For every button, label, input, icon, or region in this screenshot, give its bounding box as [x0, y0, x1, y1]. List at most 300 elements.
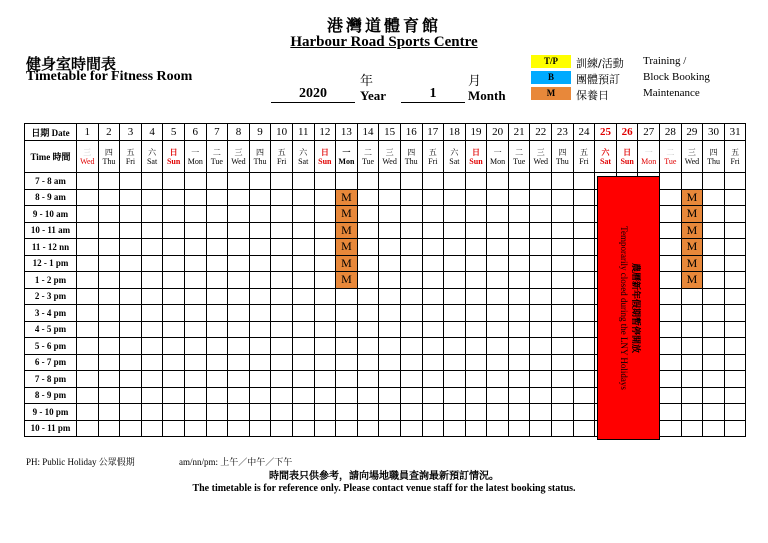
empty-slot-cell [573, 272, 595, 289]
empty-slot-cell [292, 404, 314, 421]
empty-slot-cell [77, 305, 99, 322]
empty-slot-cell [660, 173, 682, 190]
footer-disclaimer-english: The timetable is for reference only. Please contact venue staff for the latest booking status. [192, 483, 576, 494]
empty-slot-cell [487, 173, 509, 190]
empty-slot-cell [703, 387, 725, 404]
weekday-chinese: 三 [385, 147, 394, 157]
empty-slot-cell [724, 321, 746, 338]
weekday-english: Tue [513, 156, 526, 166]
empty-slot-cell [163, 338, 185, 355]
weekday-cell-11 [292, 141, 314, 173]
weekday-cell-14 [357, 141, 379, 173]
weekday-cell-1 [77, 141, 99, 173]
empty-slot-cell [508, 354, 530, 371]
empty-slot-cell [98, 371, 120, 388]
empty-slot-cell [336, 321, 358, 338]
empty-slot-cell [465, 305, 487, 322]
empty-slot-cell [681, 305, 703, 322]
empty-slot-cell [292, 255, 314, 272]
empty-slot-cell [336, 173, 358, 190]
empty-slot-cell [573, 338, 595, 355]
weekday-english: Thu [404, 156, 418, 166]
legend-code-badge: M [531, 87, 571, 100]
empty-slot-cell [573, 354, 595, 371]
empty-slot-cell [573, 255, 595, 272]
weekday-english: Wed [80, 156, 95, 166]
empty-slot-cell [379, 222, 401, 239]
empty-slot-cell [379, 404, 401, 421]
empty-slot-cell [336, 288, 358, 305]
closure-notice-chinese: 農曆新年假期暫停開放 [629, 262, 640, 353]
empty-slot-cell [487, 189, 509, 206]
weekday-cell-16 [400, 141, 422, 173]
booking-cell: M [336, 239, 358, 256]
weekday-cell-8 [228, 141, 250, 173]
empty-slot-cell [465, 173, 487, 190]
empty-slot-cell [530, 387, 552, 404]
weekday-english: Tue [210, 156, 223, 166]
weekday-english: Fri [125, 156, 136, 166]
empty-slot-cell [163, 354, 185, 371]
weekday-row [25, 141, 746, 173]
empty-slot-cell [681, 387, 703, 404]
weekday-english: Mon [338, 156, 355, 166]
empty-slot-cell [422, 420, 444, 437]
empty-slot-cell [552, 173, 574, 190]
empty-slot-cell [292, 239, 314, 256]
timetable-title-english: Timetable for Fitness Room [26, 69, 193, 84]
weekday-cell-2 [98, 141, 120, 173]
empty-slot-cell [400, 321, 422, 338]
empty-slot-cell [703, 321, 725, 338]
empty-slot-cell [379, 255, 401, 272]
empty-slot-cell [77, 239, 99, 256]
empty-slot-cell [292, 371, 314, 388]
time-slot-label: 11 - 12 nn [25, 239, 77, 256]
time-slot-label: 8 - 9 pm [25, 387, 77, 404]
empty-slot-cell [552, 272, 574, 289]
weekday-chinese: 四 [407, 147, 416, 157]
empty-slot-cell [444, 371, 466, 388]
empty-slot-cell [357, 338, 379, 355]
empty-slot-cell [508, 206, 530, 223]
booking-cell: M [336, 206, 358, 223]
weekday-cell-31 [724, 141, 746, 173]
empty-slot-cell [444, 222, 466, 239]
empty-slot-cell [552, 239, 574, 256]
empty-slot-cell [465, 420, 487, 437]
empty-slot-cell [163, 404, 185, 421]
weekday-cell-6 [184, 141, 206, 173]
empty-slot-cell [552, 338, 574, 355]
weekday-chinese: 六 [299, 147, 308, 157]
empty-slot-cell [77, 255, 99, 272]
date-cell-6: 6 [184, 124, 206, 141]
empty-slot-cell [400, 420, 422, 437]
date-cell-26: 26 [616, 124, 638, 141]
empty-slot-cell [120, 189, 142, 206]
empty-slot-cell [163, 371, 185, 388]
empty-slot-cell [552, 288, 574, 305]
date-cell-30: 30 [703, 124, 725, 141]
empty-slot-cell [163, 420, 185, 437]
empty-slot-cell [552, 222, 574, 239]
date-row [25, 124, 746, 141]
empty-slot-cell [487, 305, 509, 322]
empty-slot-cell [77, 420, 99, 437]
empty-slot-cell [228, 354, 250, 371]
date-cell-22: 22 [530, 124, 552, 141]
empty-slot-cell [660, 321, 682, 338]
empty-slot-cell [422, 354, 444, 371]
empty-slot-cell [141, 354, 163, 371]
weekday-chinese: 日 [471, 147, 480, 157]
empty-slot-cell [444, 354, 466, 371]
empty-slot-cell [508, 387, 530, 404]
empty-slot-cell [573, 288, 595, 305]
empty-slot-cell [141, 420, 163, 437]
empty-slot-cell [141, 288, 163, 305]
weekday-chinese: 四 [104, 147, 113, 157]
empty-slot-cell [530, 189, 552, 206]
empty-slot-cell [724, 288, 746, 305]
weekday-chinese: 二 [515, 147, 524, 157]
empty-slot-cell [184, 189, 206, 206]
weekday-chinese: 五 [579, 147, 588, 157]
legend-label-english: Maintenance [643, 87, 700, 99]
date-cell-7: 7 [206, 124, 228, 141]
empty-slot-cell [336, 387, 358, 404]
empty-slot-cell [163, 305, 185, 322]
empty-slot-cell [724, 189, 746, 206]
empty-slot-cell [184, 222, 206, 239]
empty-slot-cell [703, 206, 725, 223]
empty-slot-cell [724, 173, 746, 190]
empty-slot-cell [508, 305, 530, 322]
empty-slot-cell [141, 189, 163, 206]
time-slot-label: 3 - 4 pm [25, 305, 77, 322]
empty-slot-cell [120, 321, 142, 338]
empty-slot-cell [184, 387, 206, 404]
year-value: 2020 [271, 86, 355, 103]
empty-slot-cell [271, 206, 293, 223]
date-cell-27: 27 [638, 124, 660, 141]
empty-slot-cell [249, 371, 271, 388]
empty-slot-cell [141, 338, 163, 355]
empty-slot-cell [292, 272, 314, 289]
empty-slot-cell [206, 387, 228, 404]
empty-slot-cell [465, 387, 487, 404]
empty-slot-cell [206, 272, 228, 289]
booking-cell: M [336, 255, 358, 272]
weekday-english: Sun [620, 156, 634, 166]
empty-slot-cell [271, 239, 293, 256]
weekday-cell-29 [681, 141, 703, 173]
empty-slot-cell [400, 404, 422, 421]
empty-slot-cell [573, 173, 595, 190]
empty-slot-cell [120, 239, 142, 256]
empty-slot-cell [98, 288, 120, 305]
weekday-english: Thu [555, 156, 569, 166]
weekday-chinese: 五 [277, 147, 286, 157]
empty-slot-cell [120, 255, 142, 272]
empty-slot-cell [487, 222, 509, 239]
empty-slot-cell [336, 305, 358, 322]
booking-cell: M [681, 189, 703, 206]
empty-slot-cell [508, 338, 530, 355]
empty-slot-cell [357, 354, 379, 371]
empty-slot-cell [379, 354, 401, 371]
empty-slot-cell [77, 371, 99, 388]
empty-slot-cell [314, 371, 336, 388]
empty-slot-cell [487, 371, 509, 388]
empty-slot-cell [163, 321, 185, 338]
empty-slot-cell [379, 387, 401, 404]
weekday-chinese: 三 [687, 147, 696, 157]
empty-slot-cell [292, 321, 314, 338]
empty-slot-cell [292, 173, 314, 190]
empty-slot-cell [508, 371, 530, 388]
empty-slot-cell [487, 404, 509, 421]
empty-slot-cell [508, 255, 530, 272]
weekday-cell-21 [508, 141, 530, 173]
empty-slot-cell [184, 338, 206, 355]
weekday-cell-5 [163, 141, 185, 173]
weekday-chinese: 六 [601, 147, 610, 157]
legend-item-3 [531, 87, 731, 102]
weekday-cell-13 [336, 141, 358, 173]
empty-slot-cell [444, 420, 466, 437]
empty-slot-cell [271, 272, 293, 289]
weekday-cell-3 [120, 141, 142, 173]
empty-slot-cell [336, 354, 358, 371]
empty-slot-cell [465, 206, 487, 223]
empty-slot-cell [660, 222, 682, 239]
empty-slot-cell [314, 288, 336, 305]
empty-slot-cell [206, 189, 228, 206]
empty-slot-cell [184, 404, 206, 421]
empty-slot-cell [141, 206, 163, 223]
empty-slot-cell [573, 305, 595, 322]
empty-slot-cell [681, 371, 703, 388]
empty-slot-cell [228, 206, 250, 223]
empty-slot-cell [444, 189, 466, 206]
closure-block [597, 176, 660, 440]
empty-slot-cell [206, 321, 228, 338]
empty-slot-cell [336, 371, 358, 388]
empty-slot-cell [703, 371, 725, 388]
empty-slot-cell [487, 255, 509, 272]
weekday-cell-19 [465, 141, 487, 173]
weekday-chinese: 三 [234, 147, 243, 157]
empty-slot-cell [444, 338, 466, 355]
empty-slot-cell [530, 371, 552, 388]
booking-cell: M [681, 272, 703, 289]
empty-slot-cell [530, 338, 552, 355]
empty-slot-cell [314, 420, 336, 437]
legend-label-chinese: 團體預訂 [576, 73, 620, 86]
closure-notice-english: Temporarily closed during the LNY Holidays [618, 226, 629, 390]
empty-slot-cell [400, 288, 422, 305]
booking-cell: M [681, 222, 703, 239]
empty-slot-cell [508, 189, 530, 206]
am-pm-note: am/nn/pm: 上午／中午／下午 [179, 457, 293, 467]
empty-slot-cell [228, 371, 250, 388]
empty-slot-cell [141, 222, 163, 239]
empty-slot-cell [400, 222, 422, 239]
empty-slot-cell [660, 420, 682, 437]
weekday-english: Thu [707, 156, 720, 166]
empty-slot-cell [530, 255, 552, 272]
empty-slot-cell [336, 420, 358, 437]
empty-slot-cell [249, 222, 271, 239]
empty-slot-cell [487, 354, 509, 371]
year-label-chinese: 年 [360, 73, 374, 88]
empty-slot-cell [271, 420, 293, 437]
weekday-chinese: 日 [320, 147, 329, 157]
empty-slot-cell [228, 189, 250, 206]
empty-slot-cell [660, 288, 682, 305]
empty-slot-cell [422, 222, 444, 239]
legend-label-chinese: 訓練/活動 [576, 57, 624, 70]
weekday-cell-28 [660, 141, 682, 173]
empty-slot-cell [228, 272, 250, 289]
date-cell-14: 14 [357, 124, 379, 141]
weekday-english: Wed [231, 156, 246, 166]
date-cell-23: 23 [552, 124, 574, 141]
empty-slot-cell [98, 321, 120, 338]
empty-slot-cell [120, 288, 142, 305]
date-cell-17: 17 [422, 124, 444, 141]
empty-slot-cell [141, 371, 163, 388]
empty-slot-cell [422, 173, 444, 190]
empty-slot-cell [465, 189, 487, 206]
empty-slot-cell [400, 354, 422, 371]
empty-slot-cell [357, 222, 379, 239]
empty-slot-cell [271, 338, 293, 355]
weekday-cell-20 [487, 141, 509, 173]
empty-slot-cell [292, 305, 314, 322]
empty-slot-cell [573, 321, 595, 338]
weekday-english: Wed [382, 156, 397, 166]
date-cell-13: 13 [336, 124, 358, 141]
empty-slot-cell [77, 288, 99, 305]
weekday-chinese: 日 [169, 147, 178, 157]
empty-slot-cell [206, 222, 228, 239]
empty-slot-cell [400, 255, 422, 272]
empty-slot-cell [206, 255, 228, 272]
empty-slot-cell [77, 338, 99, 355]
weekday-english: Fri [428, 156, 438, 166]
empty-slot-cell [724, 404, 746, 421]
empty-slot-cell [660, 371, 682, 388]
weekday-cell-18 [444, 141, 466, 173]
date-cell-11: 11 [292, 124, 314, 141]
empty-slot-cell [530, 206, 552, 223]
empty-slot-cell [98, 305, 120, 322]
empty-slot-cell [163, 272, 185, 289]
empty-slot-cell [660, 189, 682, 206]
time-header-label: Time 時間 [25, 141, 77, 173]
empty-slot-cell [724, 354, 746, 371]
empty-slot-cell [487, 420, 509, 437]
empty-slot-cell [422, 338, 444, 355]
weekday-english: Mon [490, 156, 506, 166]
weekday-english: Mon [641, 156, 657, 166]
weekday-english: Sun [469, 156, 483, 166]
empty-slot-cell [573, 420, 595, 437]
empty-slot-cell [400, 272, 422, 289]
empty-slot-cell [681, 321, 703, 338]
time-slot-label: 1 - 2 pm [25, 272, 77, 289]
empty-slot-cell [228, 288, 250, 305]
empty-slot-cell [508, 420, 530, 437]
weekday-chinese: 一 [644, 147, 653, 157]
empty-slot-cell [703, 338, 725, 355]
weekday-cell-12 [314, 141, 336, 173]
empty-slot-cell [98, 189, 120, 206]
empty-slot-cell [184, 321, 206, 338]
empty-slot-cell [379, 305, 401, 322]
weekday-chinese: 五 [428, 147, 437, 157]
empty-slot-cell [703, 173, 725, 190]
weekday-cell-25 [595, 141, 617, 173]
empty-slot-cell [444, 305, 466, 322]
empty-slot-cell [314, 189, 336, 206]
date-cell-8: 8 [228, 124, 250, 141]
weekday-chinese: 二 [364, 147, 373, 157]
empty-slot-cell [724, 420, 746, 437]
booking-cell: M [681, 255, 703, 272]
date-cell-28: 28 [660, 124, 682, 141]
empty-slot-cell [141, 321, 163, 338]
weekday-chinese: 四 [256, 147, 265, 157]
empty-slot-cell [228, 338, 250, 355]
empty-slot-cell [271, 354, 293, 371]
empty-slot-cell [487, 206, 509, 223]
empty-slot-cell [249, 272, 271, 289]
legend-label-english: Block Booking [643, 71, 710, 83]
weekday-english: Sat [599, 156, 612, 166]
weekday-cell-27 [638, 141, 660, 173]
empty-slot-cell [120, 222, 142, 239]
empty-slot-cell [249, 404, 271, 421]
empty-slot-cell [660, 305, 682, 322]
empty-slot-cell [77, 173, 99, 190]
empty-slot-cell [206, 404, 228, 421]
weekday-chinese: 一 [191, 147, 200, 157]
empty-slot-cell [703, 404, 725, 421]
empty-slot-cell [98, 255, 120, 272]
empty-slot-cell [120, 305, 142, 322]
month-value: 1 [401, 86, 465, 103]
empty-slot-cell [724, 255, 746, 272]
empty-slot-cell [292, 189, 314, 206]
empty-slot-cell [357, 371, 379, 388]
empty-slot-cell [314, 305, 336, 322]
empty-slot-cell [422, 321, 444, 338]
empty-slot-cell [703, 255, 725, 272]
empty-slot-cell [228, 239, 250, 256]
weekday-cell-15 [379, 141, 401, 173]
empty-slot-cell [249, 305, 271, 322]
empty-slot-cell [487, 239, 509, 256]
empty-slot-cell [573, 387, 595, 404]
legend-code-badge: B [531, 71, 571, 84]
empty-slot-cell [163, 173, 185, 190]
time-slot-label: 9 - 10 am [25, 206, 77, 223]
empty-slot-cell [400, 338, 422, 355]
